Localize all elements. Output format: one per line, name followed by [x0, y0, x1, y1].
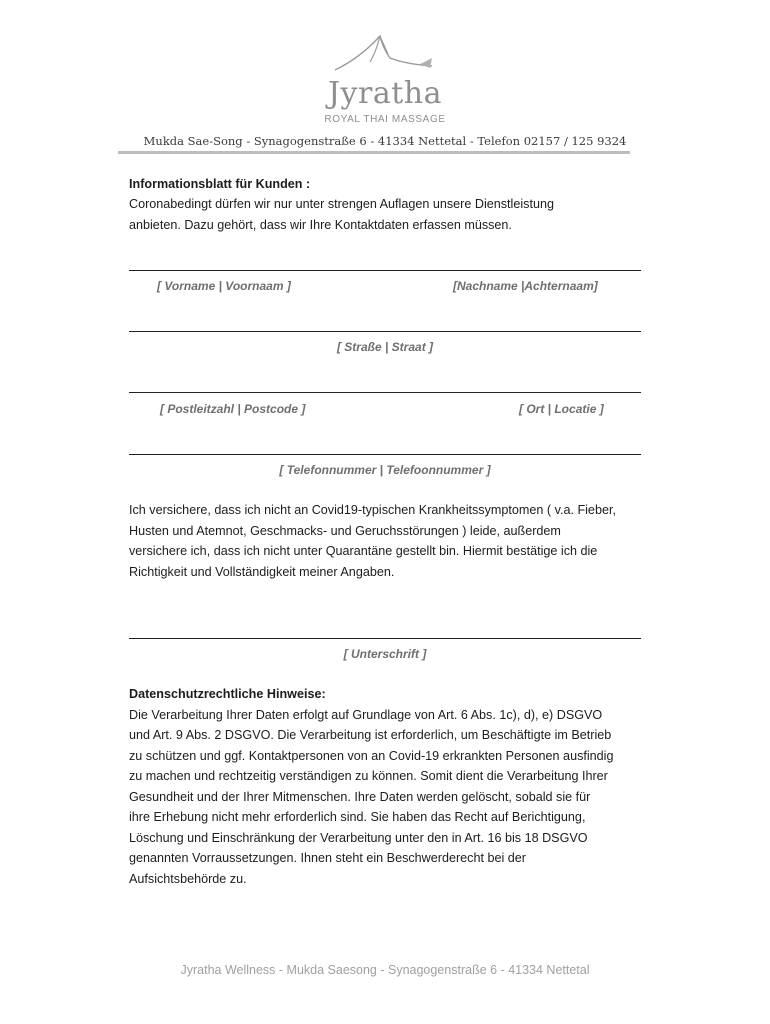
brand-subtitle: ROYAL THAI MASSAGE: [324, 114, 446, 125]
privacy-line: Die Verarbeitung Ihrer Daten erfolgt auf Grundlage von Art. 6 Abs. 1c), d), e) DSGVO: [129, 708, 603, 722]
street-input-line[interactable]: [129, 331, 641, 332]
phone-input-line[interactable]: [129, 454, 641, 455]
street-label: [ Straße | Straat ]: [336, 340, 434, 354]
privacy-line: zu machen und rechtzeitig verständigen zu können. Somit dient die Verarbeitung Ihrer: [129, 769, 608, 783]
privacy-line: Aufsichtsbehörde zu.: [129, 872, 247, 886]
privacy-line: genannten Vorraussetzungen. Ihnen steht ein Beschwerderecht bei der: [129, 851, 526, 865]
privacy-line: Gesundheit und der Ihrer Mitmenschen. Ihre Daten werden gelöscht, sobald sie für: [129, 790, 591, 804]
intro-title: Informationsblatt für Kunden :: [129, 177, 311, 191]
signature-input-line[interactable]: [129, 638, 641, 639]
phone-label: [ Telefonnummer | Telefoonnummer ]: [279, 463, 491, 477]
first-name-label: [ Vorname | Voornaam ]: [157, 279, 291, 293]
privacy-line: ihre Erhebung nicht mehr erforderlich sind. Sie haben das Recht auf Berichtigung,: [129, 810, 586, 824]
privacy-line: Löschung und Einschränkung der Verarbeitung unter den in Art. 16 bis 18 DSGVO: [129, 831, 588, 845]
privacy-title: Datenschutzrechtliche Hinweise:: [129, 687, 326, 701]
privacy-line: und Art. 9 Abs. 2 DSGVO. Die Verarbeitung ist erforderlich, um Beschäftigte im Betrieb: [129, 728, 612, 742]
name-input-line[interactable]: [129, 270, 641, 271]
signature-label: [ Unterschrift ]: [343, 647, 427, 661]
last-name-label: [Nachname |Achternaam]: [453, 279, 598, 293]
address-input-line[interactable]: [129, 392, 641, 393]
postcode-label: [ Postleitzahl | Postcode ]: [160, 402, 306, 416]
declaration-line: Ich versichere, dass ich nicht an Covid19-typischen Krankheitssymptomen ( v.a. Fieber,: [129, 503, 616, 517]
brand-name: Jyratha: [328, 76, 442, 111]
declaration-line: versichere ich, dass ich nicht unter Quarantäne gestellt bin. Hiermit bestätige ich die: [129, 544, 598, 558]
intro-line: anbieten. Dazu gehört, dass wir Ihre Kontaktdaten erfassen müssen.: [129, 218, 512, 232]
intro-line: Coronabedingt dürfen wir nur unter strengen Auflagen unsere Dienstleistung: [129, 197, 554, 211]
privacy-line: zu schützen und ggf. Kontaktpersonen von an Covid-19 erkrankten Personen ausfindig: [129, 749, 614, 763]
header-divider: [118, 151, 630, 154]
city-label: [ Ort | Locatie ]: [519, 402, 604, 416]
declaration-line: Richtigkeit und Vollständigkeit meiner Angaben.: [129, 565, 395, 579]
page-footer: Jyratha Wellness - Mukda Saesong - Synagogenstraße 6 - 41334 Nettetal: [180, 963, 590, 977]
declaration-line: Husten und Atemnot, Geschmacks- und Geruchsstörungen ) leide, außerdem: [129, 524, 561, 538]
header-contact-line: Mukda Sae-Song - Synagogenstraße 6 - 41334 Nettetal - Telefon 02157 / 125 9324: [143, 134, 627, 148]
